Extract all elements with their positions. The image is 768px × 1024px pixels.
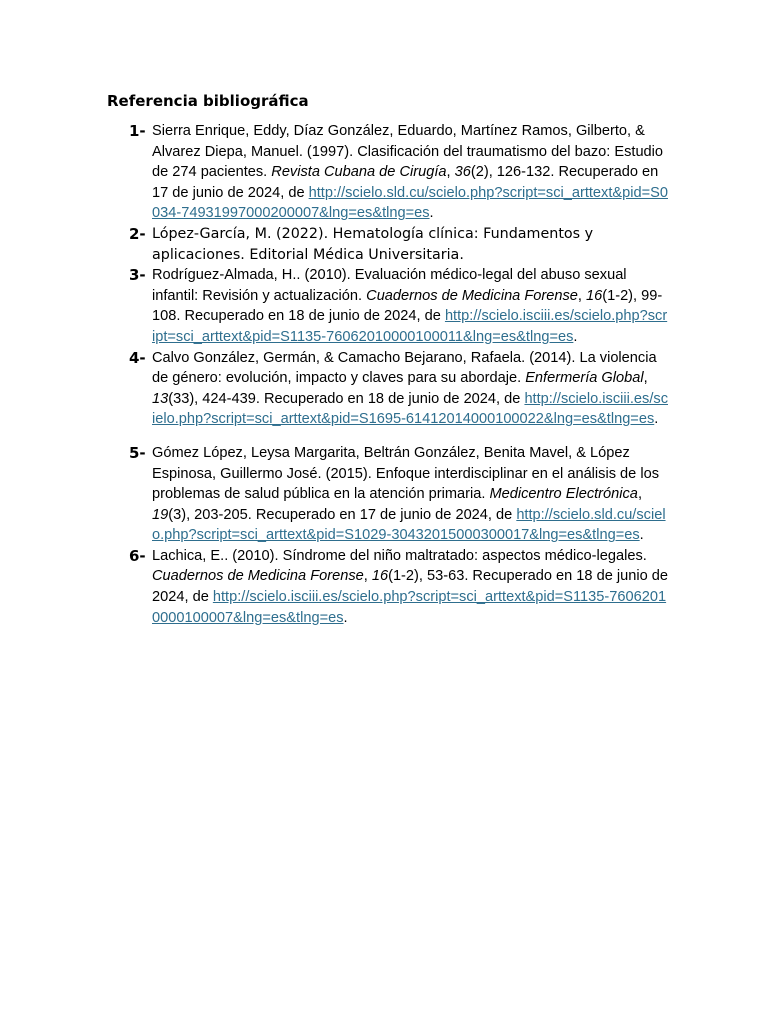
reference-volume: 16 <box>371 568 389 585</box>
reference-separator: , <box>637 486 642 503</box>
reference-issue-pages: (1-2), 99-108. Recuperado en 18 de junio de 2024, de <box>152 287 663 325</box>
reference-volume: 19 <box>152 506 169 523</box>
reference-end: . <box>573 328 578 345</box>
reference-text <box>152 443 669 546</box>
reference-authors-title: Calvo González, Germán, & Camacho Bejarano, Rafaela. (2014). La violencia de género: evolución, impacto y claves para su abordaje. <box>152 349 657 387</box>
reference-item-5 <box>129 443 669 546</box>
reference-number: 6- <box>129 546 146 565</box>
reference-separator: , <box>363 568 372 585</box>
reference-volume: 13 <box>152 390 169 407</box>
reference-end: . <box>343 609 348 626</box>
reference-number: 4- <box>129 348 146 367</box>
reference-text <box>152 546 669 628</box>
reference-text <box>152 265 669 347</box>
reference-separator: , <box>446 164 455 181</box>
reference-item-1 <box>129 121 669 224</box>
reference-link[interactable]: http://scielo.sld.cu/scielo.php?script=sci_arttext&pid=S0034-74931997000200007&lng=es&tlng=es <box>152 184 668 222</box>
reference-text <box>152 121 669 224</box>
reference-item-3 <box>129 265 669 347</box>
reference-volume: 16 <box>586 287 603 304</box>
reference-journal: Cuadernos de Medicina Forense <box>366 287 578 304</box>
reference-separator: , <box>577 287 586 304</box>
reference-text <box>152 348 669 430</box>
references-list <box>129 121 669 628</box>
reference-number: 2- <box>129 224 146 243</box>
reference-volume: 36 <box>454 164 471 181</box>
reference-issue-pages: (3), 203-205. Recuperado en 17 de junio de 2024, de <box>168 506 517 523</box>
reference-item-2 <box>129 224 669 265</box>
reference-end: . <box>654 411 659 428</box>
reference-issue-pages: (1-2), 53-63. Recuperado en 18 de junio de 2024, de <box>152 568 668 606</box>
reference-text: López-García, M. (2022). Hematología clínica: Fundamentos y aplicaciones. Editorial Médica Universitaria. <box>152 225 594 263</box>
reference-journal: Medicentro Electrónica <box>489 486 638 503</box>
reference-separator: , <box>643 370 648 387</box>
reference-end: . <box>429 205 434 222</box>
reference-journal: Cuadernos de Medicina Forense <box>152 568 364 585</box>
reference-number: 5- <box>129 443 146 462</box>
reference-authors-title: Lachica, E.. (2010). Síndrome del niño maltratado: aspectos médico-legales. <box>152 547 647 564</box>
references-heading: Referencia bibliográfica <box>107 92 309 110</box>
reference-link[interactable]: http://scielo.isciii.es/scielo.php?script=sci_arttext&pid=S1135-76062010000100007&lng=es&tlng=es <box>152 589 667 626</box>
reference-item-6 <box>129 546 669 628</box>
reference-number: 3- <box>129 266 146 285</box>
reference-link[interactable]: http://scielo.isciii.es/scielo.php?script=sci_arttext&pid=S1695-61412014000100022&lng=es&tlng=es <box>152 390 668 428</box>
reference-number: 1- <box>129 122 146 140</box>
reference-link[interactable]: http://scielo.sld.cu/scielo.php?script=sci_arttext&pid=S1029-30432015000300017&lng=es&tlng=es <box>152 506 666 544</box>
reference-issue-pages: (2), 126-132. Recuperado en 17 de junio de 2024, de <box>152 164 659 201</box>
reference-item-4 <box>129 348 669 430</box>
reference-link[interactable]: http://scielo.isciii.es/scielo.php?script=sci_arttext&pid=S1135-76062010000100011&lng=es&tlng=es <box>152 308 668 345</box>
reference-journal: Enfermería Global <box>525 370 644 387</box>
reference-journal: Revista Cubana de Cirugía <box>271 164 447 181</box>
reference-issue-pages: (33), 424-439. Recuperado en 18 de junio de 2024, de <box>168 390 525 407</box>
reference-end: . <box>639 527 644 544</box>
reference-authors-title: Sierra Enrique, Eddy, Díaz González, Eduardo, Martínez Ramos, Gilberto, & Alvarez Diepa, Manuel. (1997). Clasificación del traumatismo del bazo: Estudio de 274 pacientes. <box>152 123 664 181</box>
reference-authors-title: Rodríguez-Almada, H.. (2010). Evaluación médico-legal del abuso sexual infantil: Revisión y actualización. <box>152 267 627 304</box>
reference-authors-title: Gómez López, Leysa Margarita, Beltrán González, Benita Mavel, & López Espinosa, Guillermo José. (2015). Enfoque interdisciplinar en el análisis de los problemas de salud pública en la atención primaria. <box>152 444 659 503</box>
